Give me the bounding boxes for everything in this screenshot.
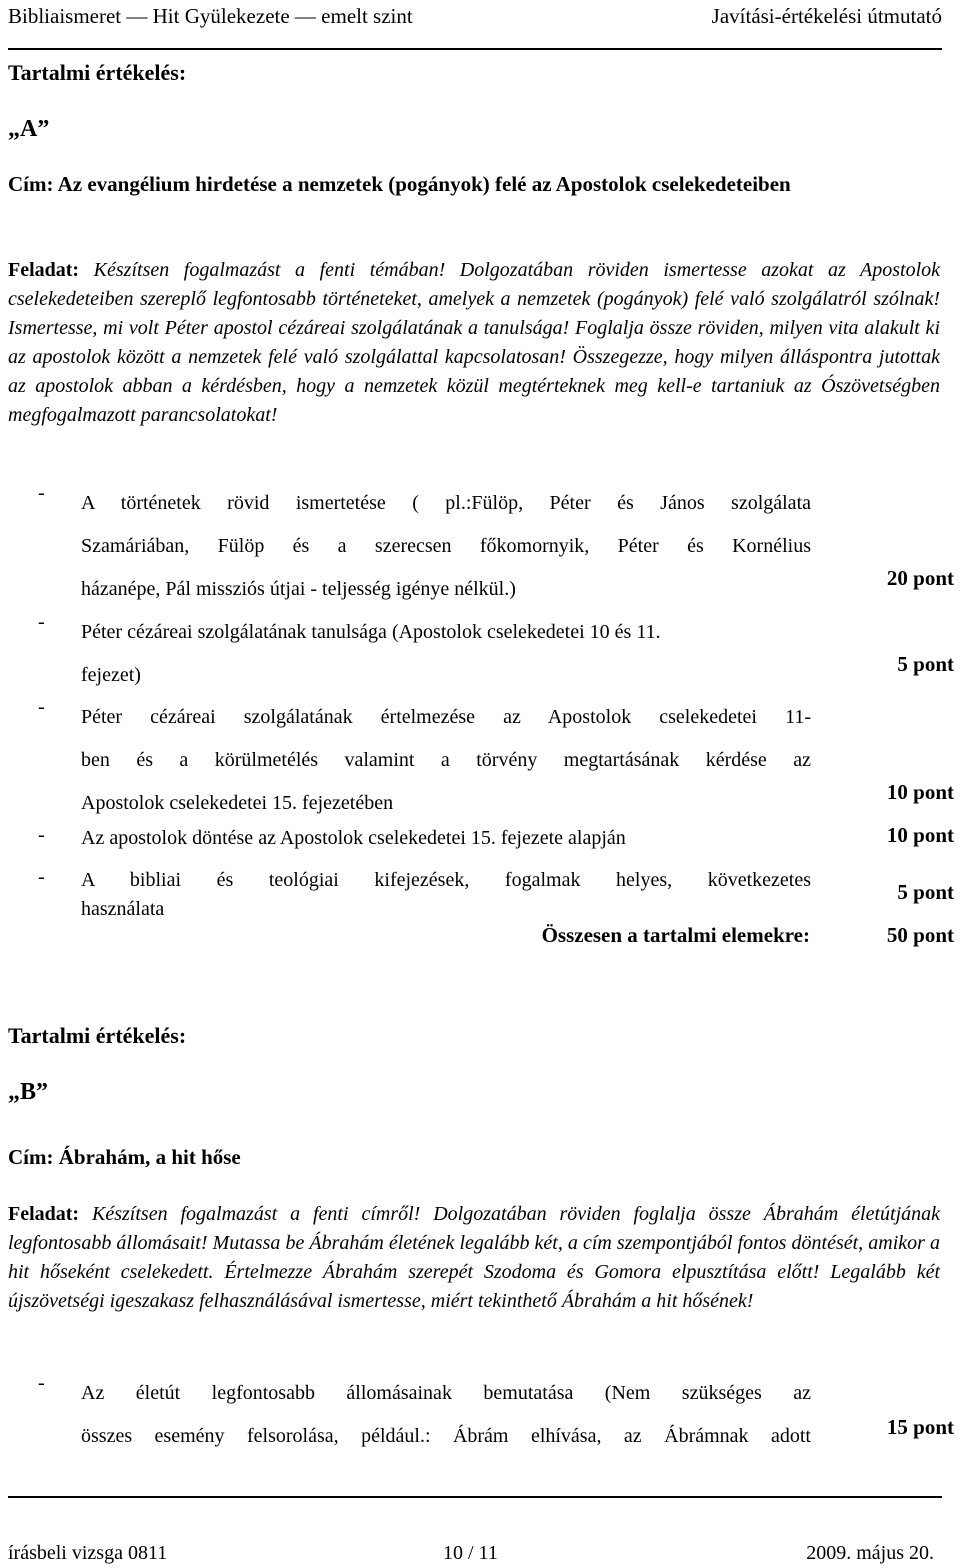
item-line: fejezet) [81, 664, 141, 686]
list-item [38, 866, 811, 924]
item-text [81, 824, 811, 853]
item-line: Apostolok cselekedetei 15. fejezetében [81, 792, 394, 814]
item-line: Péter cézáreai szolgálatának tanulsága (Apostolok cselekedetei 10 és 11. [81, 621, 661, 643]
section-b-task [8, 1200, 940, 1316]
list-item [38, 1372, 811, 1458]
section-a-title: Cím: Az evangélium hirdetése a nemzetek (pogányok) felé az Apostolok cselekedeteiben [8, 172, 791, 196]
item-text [81, 866, 811, 924]
footer-left: írásbeli vizsga 0811 [8, 1542, 168, 1564]
item-dash: - [38, 611, 45, 633]
item-text [81, 611, 811, 697]
item-line: használata [81, 898, 165, 920]
section-a-task [8, 256, 940, 430]
item-line: összes esemény felsorolása, például.: Ábrám elhívása, az Ábrámnak adott [81, 1425, 811, 1447]
item-line: A bibliai és teológiai kifejezések, fogalmak helyes, következetes [81, 869, 811, 891]
item-points: 20 pont [886, 566, 954, 590]
item-line: Az apostolok döntése az Apostolok cselekedetei 15. fejezete alapján [81, 827, 626, 849]
item-line: Szamáriában, Fülöp és a szerecsen főkomornyik, Péter és Kornélius [81, 535, 811, 557]
item-line: Az életút legfontosabb állomásainak bemutatása (Nem szükséges az [81, 1382, 811, 1404]
task-label: Feladat: [8, 259, 80, 281]
section-b-letter: „B” [8, 1079, 49, 1105]
footer-page-number: 10 / 11 [443, 1542, 498, 1564]
item-dash: - [38, 696, 45, 718]
list-item [38, 611, 811, 697]
item-dash: - [38, 482, 45, 504]
list-item [38, 482, 811, 611]
section-a-heading: Tartalmi értékelés: [8, 60, 187, 85]
header-right: Javítási-értékelési útmutató [711, 4, 942, 28]
list-item [38, 696, 811, 825]
task-text: Készítsen fogalmazást a fenti témában! Dolgozatában röviden ismertesse azokat az Apostolok cselekedeteiben szereplő legfontosabb történeteket, amelyek a nemzetek (pogányok) felé való szolgálatról szólnak! Ismertesse, mi volt Péter apostol cézáreai szolgálatának a tanulsága! Foglalja össze röviden, milyen vita alakult ki az apostolok között a nemzetek felé való szolgálattal kapcsolatosan! Összegezze, hogy milyen álláspontra jutottak az apostolok abban a kérdésben, hogy a nemzetek közül megtérteknek meg kell-e tartaniuk az Ószövetségben megfogalmazott parancsolatokat! [8, 259, 941, 426]
item-text [81, 482, 811, 611]
total-points: 50 pont [886, 923, 954, 947]
item-dash: - [38, 1372, 45, 1394]
item-points: 5 pont [897, 652, 954, 676]
section-b-title: Cím: Ábrahám, a hit hőse [8, 1145, 241, 1169]
section-b-heading: Tartalmi értékelés: [8, 1023, 187, 1048]
item-line: A történetek rövid ismertetése ( pl.:Fülöp, Péter és János szolgálata [81, 492, 811, 514]
section-a-letter: „A” [8, 116, 50, 142]
list-item [38, 824, 811, 853]
item-line: Péter cézáreai szolgálatának értelmezése az Apostolok cselekedetei 11- [81, 706, 811, 728]
item-points: 5 pont [897, 880, 954, 904]
item-dash: - [38, 824, 45, 846]
item-points: 10 pont [886, 823, 954, 847]
task-label: Feladat: [8, 1203, 80, 1225]
total-label: Összesen a tartalmi elemekre: [541, 923, 810, 947]
footer-date: 2009. május 20. [806, 1542, 934, 1564]
item-text [81, 696, 811, 825]
task-text: Készítsen fogalmazást a fenti címről! Dolgozatában röviden foglalja össze Ábrahám életútjának legfontosabb állomásait! Mutassa be Ábrahám életének legalább két, a cím szempontjából fontos döntését, amikor a hit hőseként cselekedett. Értelmezze Ábrahám szerepét Szodoma és Gomora elpusztítása előtt! Legalább két újszövetségi igeszakasz felhasználásával ismertesse, miért tekinthető Ábrahám a hit hősének! [8, 1203, 940, 1312]
item-text [81, 1372, 811, 1458]
header-rule [8, 48, 942, 50]
item-line: ben és a körülmetélés valamint a törvény megtartásának kérdése az [81, 749, 811, 771]
item-points: 10 pont [886, 780, 954, 804]
item-dash: - [38, 866, 45, 888]
footer-rule [8, 1496, 942, 1498]
header-left: Bibliaismeret — Hit Gyülekezete — emelt szint [8, 4, 413, 28]
item-points: 15 pont [886, 1415, 954, 1439]
item-line: házanépe, Pál missziós útjai - teljesség igénye nélkül.) [81, 578, 516, 600]
